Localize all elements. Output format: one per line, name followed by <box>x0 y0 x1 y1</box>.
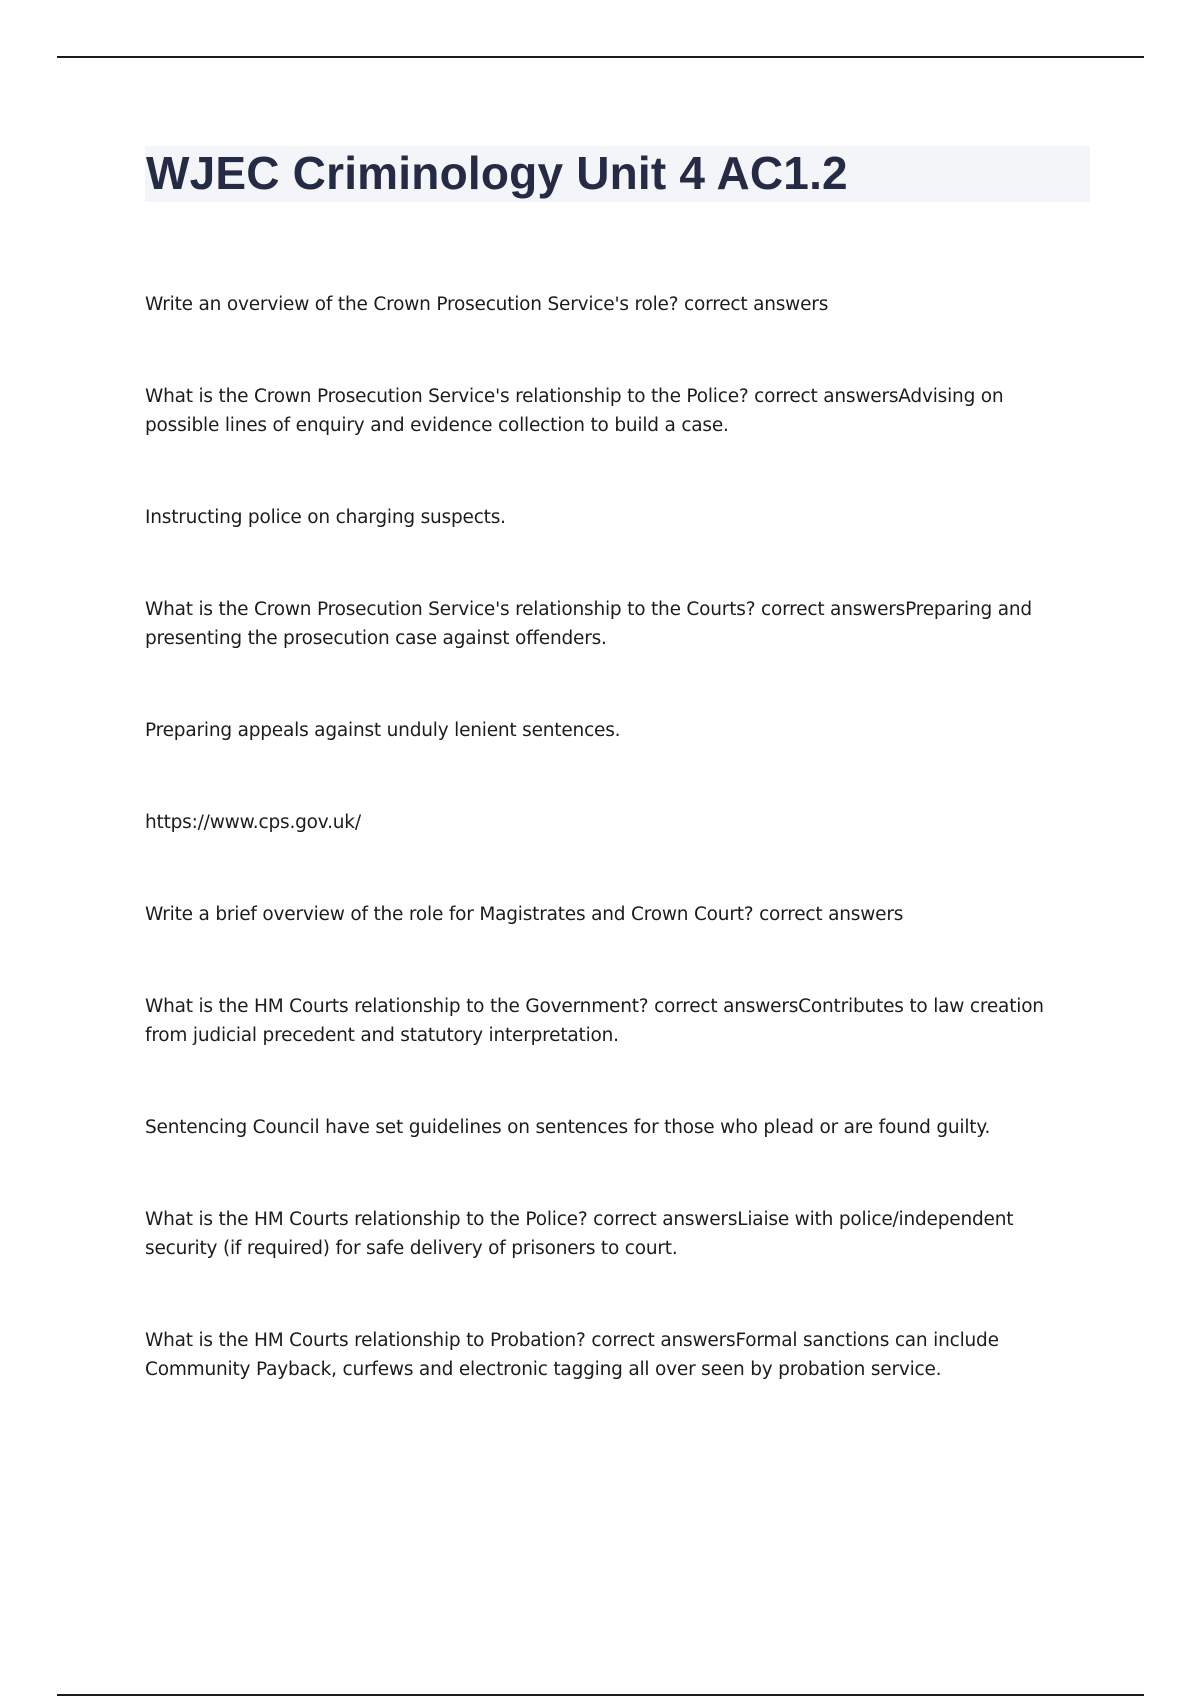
paragraph-instructing-police: Instructing police on charging suspects. <box>145 507 506 528</box>
paragraph-courts-overview: Write a brief overview of the role for Magistrates and Crown Court? correct answers <box>145 904 904 925</box>
bottom-divider <box>57 1694 1144 1696</box>
paragraph-cps-role: Write an overview of the Crown Prosecution Service's role? correct answers <box>145 294 829 315</box>
paragraph-appeals: Preparing appeals against unduly lenient sentences. <box>145 720 621 741</box>
top-divider <box>57 56 1144 58</box>
document-body <box>145 290 1080 1447</box>
paragraph-cps-link: https://www.cps.gov.uk/ <box>145 812 361 833</box>
paragraph-cps-courts: What is the Crown Prosecution Service's relationship to the Courts? correct answersPreparing and presenting the prosecution case against offenders. <box>145 599 1032 649</box>
paragraph-courts-probation: What is the HM Courts relationship to Probation? correct answersFormal sanctions can include Community Payback, curfews and electronic tagging all over seen by probation service. <box>145 1330 999 1380</box>
paragraph-courts-police: What is the HM Courts relationship to the Police? correct answersLiaise with police/independent security (if required) for safe delivery of prisoners to court. <box>145 1209 1014 1259</box>
paragraph-courts-government: What is the HM Courts relationship to the Government? correct answersContributes to law creation from judicial precedent and statutory interpretation. <box>145 996 1044 1046</box>
document-title: WJEC Criminology Unit 4 AC1.2 <box>146 147 848 199</box>
paragraph-cps-police: What is the Crown Prosecution Service's relationship to the Police? correct answersAdvising on possible lines of enquiry and evidence collection to build a case. <box>145 386 1004 436</box>
paragraph-sentencing-council: Sentencing Council have set guidelines on sentences for those who plead or are found guilty. <box>145 1117 991 1138</box>
